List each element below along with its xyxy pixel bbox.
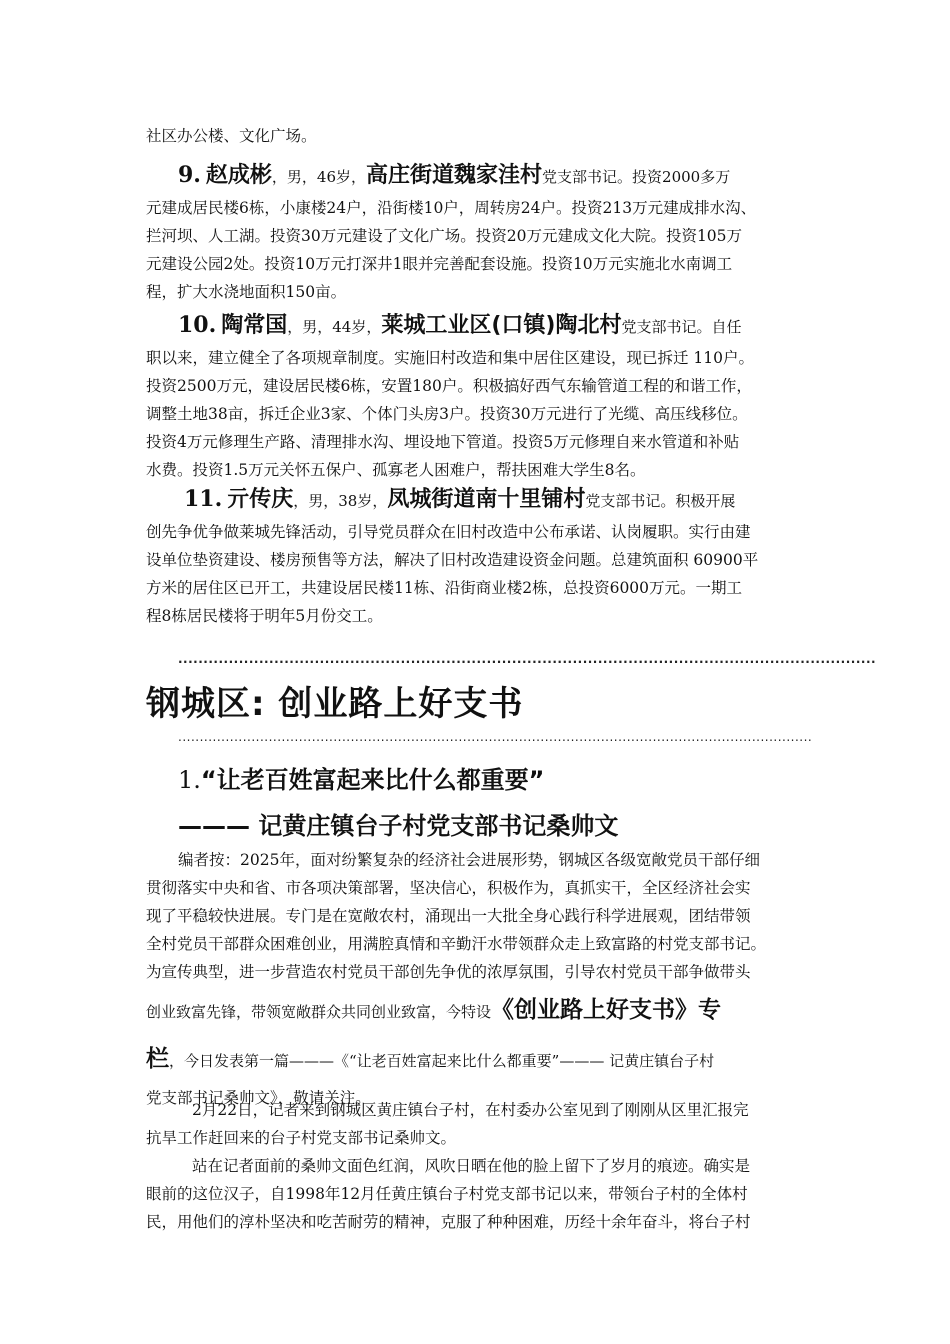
article-body bbox=[146, 1096, 811, 1236]
entry-heading bbox=[146, 308, 811, 344]
paragraph-line: 创先争优争做莱城先锋活动，引导党员群众在旧村改造中公布承诺、认岗履职。实行由建 bbox=[146, 523, 751, 541]
editor-note-line: ，今日发表第一篇———《“让老百姓富起来比什么都重要”——— 记黄庄镇台子村 bbox=[169, 1052, 715, 1070]
paragraph-line: 全村党员干部群众困难创业，用满腔真情和辛勤汗水带领群众走上致富路的村党支部书记。 bbox=[146, 935, 767, 953]
paragraph-line: 程，扩大水浇地面积150亩。 bbox=[146, 283, 347, 301]
entry-11 bbox=[146, 482, 811, 630]
paragraph-line: 方米的居住区已开工，共建设居民楼11栋、沿街商业楼2栋，总投资6000万元。一期工 bbox=[146, 579, 743, 597]
paragraph-line: 调整土地38亩，拆迁企业3家、个体门头房3户。投资30万元进行了光缆、高压线移位。 bbox=[146, 405, 748, 423]
paragraph-line: 眼前的这位汉子，自1998年12月任黄庄镇台子村党支部书记以来，带领台子村的全体村 bbox=[146, 1185, 748, 1203]
article-title bbox=[178, 760, 544, 795]
paragraph-line: 民，用他们的淳朴坚决和吃苦耐劳的精神，克服了种种困难，历经十余年奋斗，将台子村 bbox=[146, 1213, 751, 1231]
entry-10 bbox=[146, 308, 811, 484]
paragraph-line: 拦河坝、人工湖。投资30万元建设了文化广场。投资20万元建成文化大院。投资105万 bbox=[146, 227, 743, 245]
paragraph-line bbox=[146, 846, 811, 874]
body-line: 站在记者面前的桑帅文面色红润，风吹日晒在他的脸上留下了岁月的痕迹。确实是 bbox=[192, 1157, 751, 1175]
paragraph-line: 程8栋居民楼将于明年5月份交工。 bbox=[146, 607, 383, 625]
paragraph-line: 职以来，建立健全了各项规章制度。实施旧村改造和集中居住区建设，现已拆迁 110户。 bbox=[146, 349, 755, 367]
section-title: 钢城区: 创业路上好支书 bbox=[146, 684, 524, 724]
article-subtitle: ——— 记黄庄镇台子村党支部书记桑帅文 bbox=[178, 812, 619, 840]
dotted-divider-bottom: ................................................................................................................................................... bbox=[178, 730, 813, 744]
paragraph-line: 现了平稳较快进展。专门是在宽敞农村，涌现出一大批全身心践行科学进展观，团结带领 bbox=[146, 907, 751, 925]
entry-number: 9. bbox=[178, 162, 201, 188]
entry-name: 亓传庆 bbox=[227, 487, 294, 512]
entry-heading bbox=[146, 482, 811, 518]
entry-text: 党支部书记。积极开展 bbox=[585, 492, 736, 510]
paragraph-line: 设单位垫资建设、楼房预售等方法，解决了旧村改造建设资金问题。总建筑面积 60900平 bbox=[146, 551, 759, 569]
dotted-divider-top: .......................................................................................................................................... bbox=[178, 652, 877, 666]
editor-note-line: 编者按：2025年，面对纷繁复杂的经济社会进展形势，钢城区各级宽敞党员干部仔细 bbox=[178, 851, 760, 869]
entry-name: 赵成彬 bbox=[205, 163, 272, 188]
entry-number: 10. bbox=[178, 312, 217, 338]
paragraph-line: 党支部书记桑帅文》，敬请关注。 bbox=[146, 1089, 371, 1107]
entry-heading bbox=[146, 158, 811, 194]
editor-note bbox=[146, 846, 811, 1112]
entry-text: 党支部书记。自任 bbox=[621, 318, 742, 336]
paragraph-line bbox=[146, 986, 811, 1036]
paragraph-line: 水费。投资1.5万元关怀五保户、孤寡老人困难户，帮扶困难大学生8名。 bbox=[146, 461, 646, 479]
text-block-top bbox=[146, 122, 811, 150]
entry-number: 11. bbox=[184, 486, 223, 512]
article-title-text: “让老百姓富起来比什么都重要” bbox=[200, 766, 545, 794]
entry-info: ，男，46岁， bbox=[271, 168, 367, 186]
paragraph-line: 抗旱工作赶回来的台子村党支部书记桑帅文。 bbox=[146, 1129, 457, 1147]
paragraph-line: 为宣传典型，进一步营造农村党员干部创先争优的浓厚氛围，引导农村党员干部争做带头 bbox=[146, 963, 751, 981]
entry-info: ，男，44岁， bbox=[287, 318, 382, 336]
column-name: 《创业路上好支书》专 bbox=[491, 997, 722, 1023]
paragraph-line: 元建成居民楼6栋，小康楼24户，沿街楼10户，周转房24户。投资213万元建成排水沟、 bbox=[146, 199, 757, 217]
editor-note-line: 创业致富先锋，带领宽敞群众共同创业致富，今特设 bbox=[146, 1003, 492, 1021]
paragraph-line: 社区办公楼、文化广场。 bbox=[146, 127, 317, 145]
entry-place: 高庄街道魏家洼村 bbox=[366, 163, 543, 188]
paragraph-line bbox=[146, 1152, 811, 1180]
paragraph-line: 投资2500万元，建设居民楼6栋，安置180户。积极搞好西气东输管道工程的和谐工作， bbox=[146, 377, 752, 395]
column-name-end: 栏 bbox=[146, 1046, 169, 1072]
entry-place: 莱城工业区(口镇)陶北村 bbox=[381, 313, 622, 338]
paragraph-line: 投资4万元修理生产路、清理排水沟、埋设地下管道。投资5万元修理自来水管道和补贴 bbox=[146, 433, 740, 451]
paragraph-line bbox=[146, 1036, 811, 1084]
entry-info: ，男，38岁， bbox=[293, 492, 388, 510]
entry-9 bbox=[146, 158, 811, 306]
entry-place: 凤城街道南十里铺村 bbox=[387, 487, 586, 512]
paragraph-line: 元建设公园2处。投资10万元打深井1眼并完善配套设施。投资10万元实施北水南调工 bbox=[146, 255, 733, 273]
paragraph-line bbox=[146, 1096, 811, 1124]
article-title-number: 1. bbox=[178, 766, 201, 794]
paragraph-line: 贯彻落实中央和省、市各项决策部署，坚决信心，积极作为，真抓实干，全区经济社会实 bbox=[146, 879, 751, 897]
entry-text: 党支部书记。投资2000多万 bbox=[542, 168, 731, 186]
body-line: 2月22日，记者来到钢城区黄庄镇台子村，在村委办公室见到了刚刚从区里汇报完 bbox=[192, 1101, 749, 1119]
entry-name: 陶常国 bbox=[221, 313, 288, 338]
